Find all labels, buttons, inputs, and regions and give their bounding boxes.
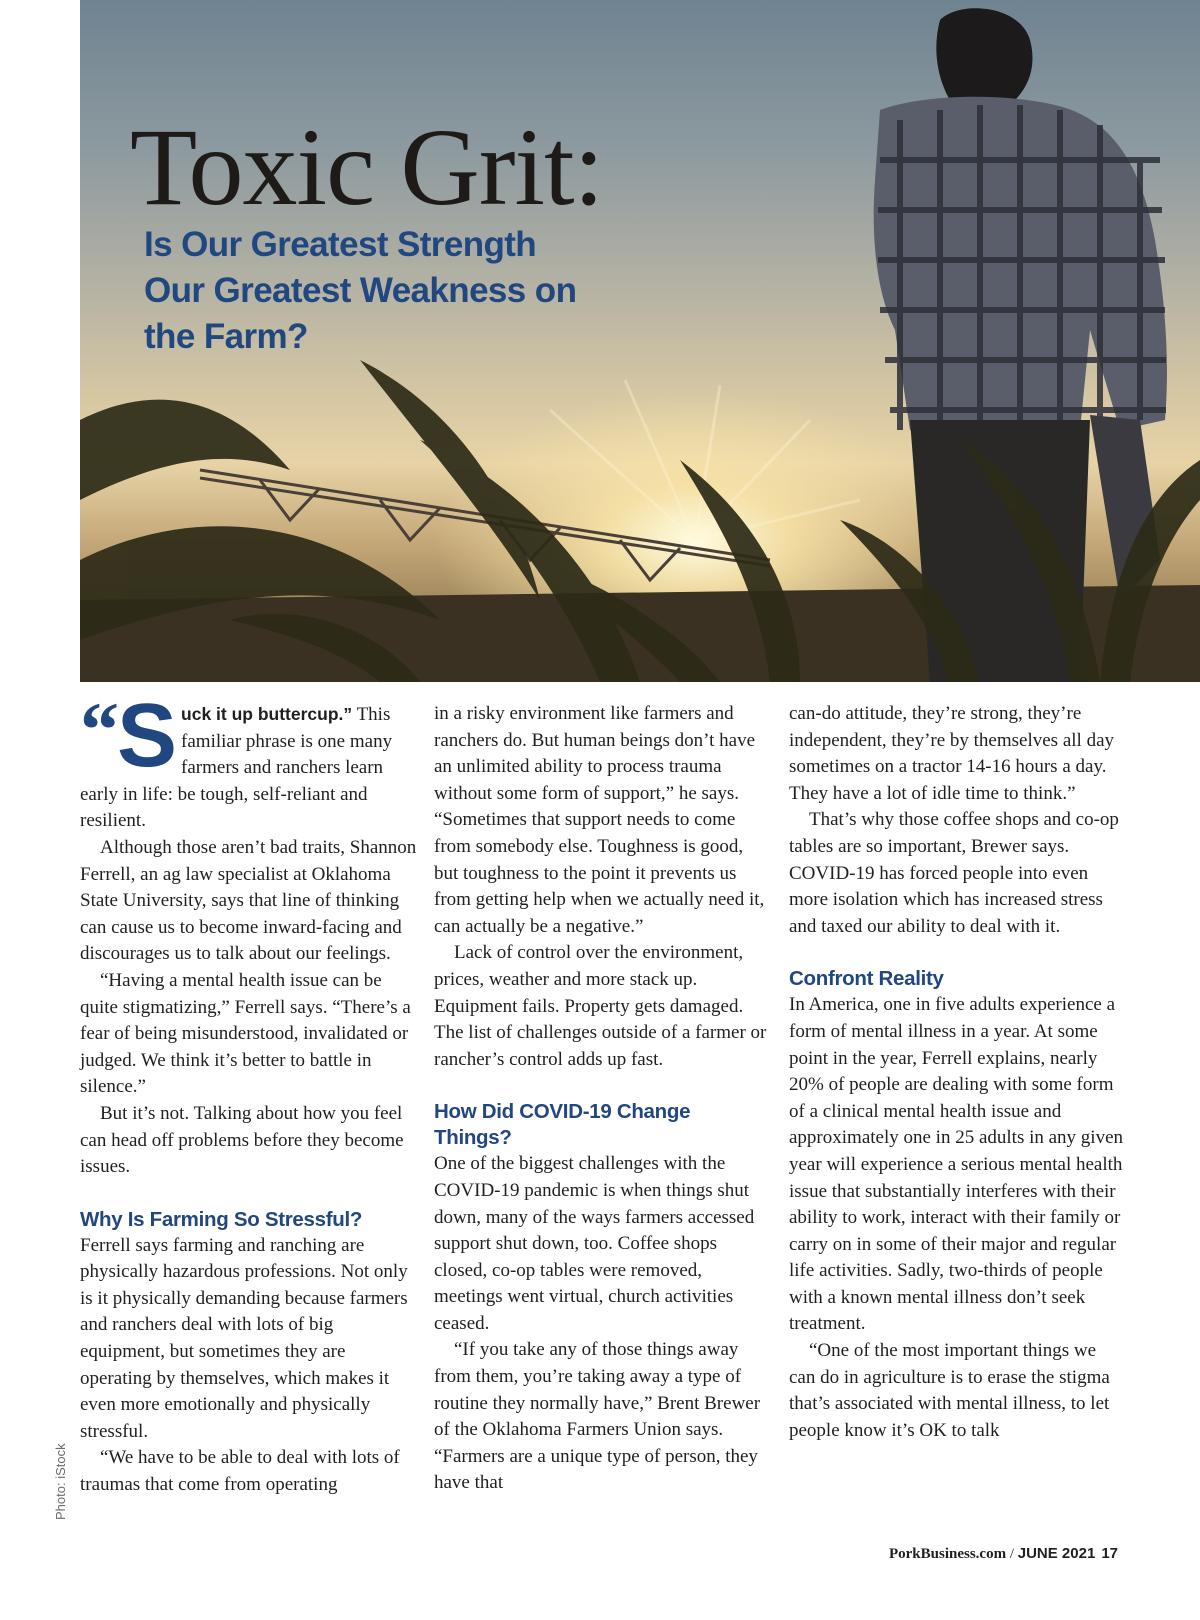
body-paragraph: “Having a mental health issue can be quite stigmatizing,” Ferrell says. “There’s a fear of being misunderstood, invalidated or judged. We think it’s better to battle in silence.”: [80, 969, 411, 1098]
body-paragraph: Although those aren’t bad traits, Shannon Ferrell, an ag law specialist at Oklahoma State University, says that line of thinking can cause us to become inward-facing and discourages us to talk about our feelings.: [80, 836, 417, 965]
lead-paragraph: [80, 686, 417, 835]
body-paragraph: Ferrell says farming and ranching are physically hazardous professions. Not only is it physically demanding because farmers and ranchers deal with lots of big equipment, but sometimes they are operating by themselves, which makes it even more emotionally and physically stressful.: [80, 1234, 408, 1442]
section-heading-why-stressful: Why Is Farming So Stressful?: [80, 1207, 363, 1231]
body-paragraph: One of the biggest challenges with the COVID-19 pandemic is when things shut down, many of the ways farmers accessed support shut down, too. Coffee shops closed, co-op tables were removed, meetings went virtual, church activities ceased.: [434, 1153, 755, 1334]
drop-cap-quote-mark: “: [80, 686, 119, 773]
body-paragraph: Lack of control over the environment, prices, weather and more stack up. Equipment fails. Property gets damaged. The list of challenges outside of a farmer or rancher’s control adds up fast.: [434, 942, 767, 1070]
body-paragraph: In America, one in five adults experience a form of mental illness in a year. At some point in the year, Ferrell explains, nearly 20% of people are dealing with some form of a clinical mental health issue and approximately one in 25 adults in any given year will experience a serious mental health issue that substantially interferes with their ability to work, interact with their family or carry on in some of their major and regular life activities. Sadly, two-thirds of people with a known mental illness don’t seek treatment.: [789, 994, 1124, 1335]
body-paragraph: “We have to be able to deal with lots of traumas that come from operating: [80, 1447, 400, 1496]
sun-rays: [550, 380, 860, 540]
section-heading-confront-reality: Confront Reality: [789, 967, 944, 991]
article-column-3: [789, 701, 1126, 1444]
footer-site-link[interactable]: PorkBusiness.com: [888, 1546, 1007, 1562]
lead-phrase: uck it up buttercup.”: [181, 704, 353, 724]
body-paragraph: That’s why those coffee shops and co-op tables are so important, Brewer says. COVID-19 has forced people into even more isolation which has increased stress and taxed our ability to deal with it.: [789, 809, 1119, 937]
photo-credit: Photo: iStock: [53, 1443, 68, 1520]
body-paragraph: “If you take any of those things away from them, you’re taking away a type of routine they normally have,” Brent Brewer of the Oklahoma Farmers Union says. “Farmers are a unique type of person, they have that: [434, 1339, 761, 1494]
body-paragraph-continued: can-do attitude, they’re strong, they’re independent, they’re by themselves all day sometimes on a tractor 14-16 hours a day. They have a lot of idle time to think.”: [789, 703, 1115, 804]
footer-issue-date: JUNE 2021: [1017, 1545, 1096, 1562]
body-paragraph: But it’s not. Talking about how you feel can head off problems before they become issues.: [80, 1102, 404, 1178]
section-heading-covid: How Did COVID-19 Change Things?: [434, 1100, 691, 1150]
body-paragraph-continued: in a risky environment like farmers and ranchers do. But human beings don’t have an unlimited ability to process trauma without some form of support,” he says. “Sometimes that support needs to come from somebody else. Toughness is good, but toughness to the point it prevents us from getting help when we actually need it, can actually be a negative.”: [434, 703, 765, 937]
hero-photo: [80, 0, 1200, 682]
drop-cap-letter: S: [117, 686, 178, 786]
page-number: 17: [1101, 1545, 1118, 1562]
article-title: Toxic Grit:: [130, 106, 604, 228]
article-subtitle: Is Our Greatest Strength Our Greatest Weakness on the Farm?: [144, 225, 577, 356]
lead-paragraph-text: This familiar phrase is one many farmers and ranchers learn early in life: be tough, self-reliant and resilient.: [80, 704, 393, 832]
body-paragraph: “One of the most important things we can do in agriculture is to erase the stigma that’s associated with mental illness, to let people know it’s OK to talk: [789, 1340, 1110, 1441]
article-column-1: [80, 686, 417, 1499]
footer-separator: /: [1006, 1546, 1018, 1562]
page-footer: [889, 1545, 1118, 1563]
drop-cap: [80, 686, 178, 786]
article-column-2: [434, 701, 771, 1497]
